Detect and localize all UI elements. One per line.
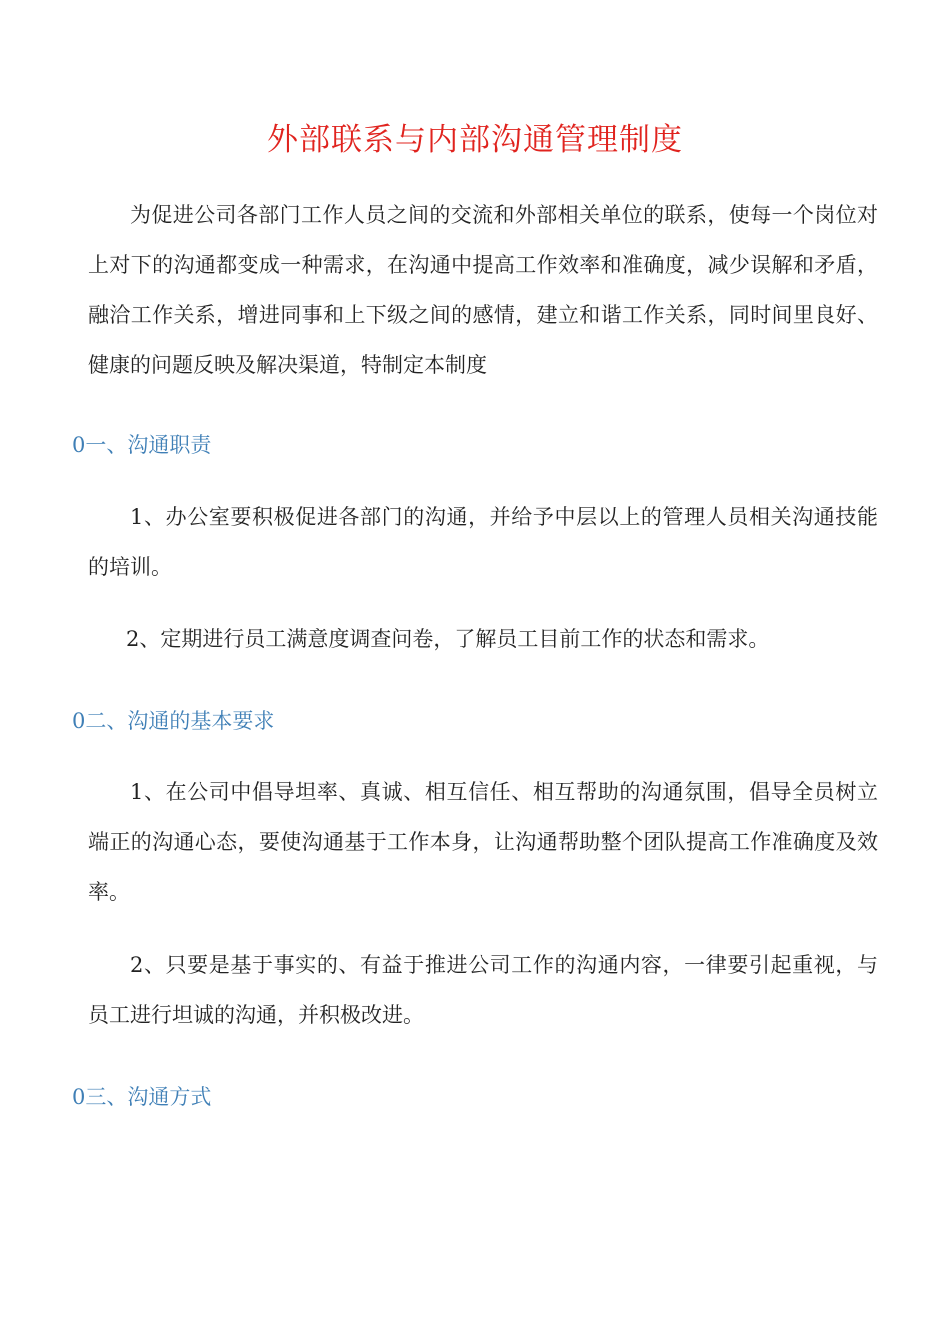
section-2-paragraph-2: 2、只要是基于事实的、有益于推进公司工作的沟通内容，一律要引起重视，与员工进行坦诚的沟通，并积极改进。 [88, 953, 878, 1027]
section-1-paragraph-1: 1、办公室要积极促进各部门的沟通，并给予中层以上的管理人员相关沟通技能的培训。 [88, 505, 878, 579]
section-1-paragraph-2: 2、定期进行员工满意度调查问卷，了解员工目前工作的状态和需求。 [126, 627, 770, 651]
section-heading-duties: 0一、沟通职责 [72, 433, 212, 457]
section-heading-requirements: 0二、沟通的基本要求 [72, 709, 275, 733]
section-heading-methods: 0三、沟通方式 [72, 1085, 212, 1109]
document-title: 外部联系与内部沟通管理制度 [267, 122, 683, 158]
intro-paragraph: 为促进公司各部门工作人员之间的交流和外部相关单位的联系，使每一个岗位对上对下的沟通都变成一种需求，在沟通中提高工作效率和准确度，减少误解和矛盾，融洽工作关系，增进同事和上下级之间的感情，建立和谐工作关系，同时间里良好、健康的问题反映及解决渠道，特制定本制度 [88, 203, 878, 377]
section-2-paragraph-1: 1、在公司中倡导坦率、真诚、相互信任、相互帮助的沟通氛围，倡导全员树立端正的沟通心态，要使沟通基于工作本身，让沟通帮助整个团队提高工作准确度及效率。 [88, 780, 878, 904]
